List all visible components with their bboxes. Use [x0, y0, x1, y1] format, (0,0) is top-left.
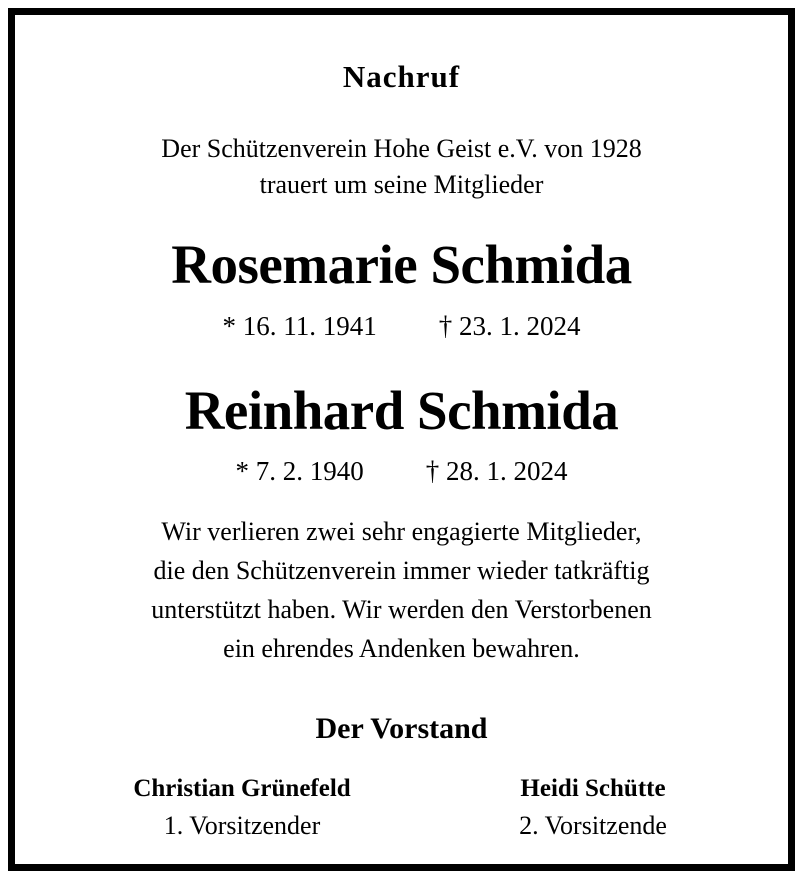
deceased-dates-1	[15, 311, 788, 342]
signatory-role-2: 2. Vorsitzende	[519, 811, 667, 840]
deceased-name-1: Rosemarie Schmida	[171, 234, 632, 295]
signatory-name-1: Christian Grünefeld	[133, 775, 351, 802]
tribute-line-4: ein ehrendes Andenken bewahren.	[223, 634, 580, 663]
deceased-name-2: Reinhard Schmida	[184, 380, 619, 441]
birth-date-2: * 7. 2. 1940	[235, 456, 364, 486]
intro-line-1: Der Schützenverein Hohe Geist e.V. von 1928	[161, 134, 642, 163]
birth-date-1: * 16. 11. 1941	[222, 311, 377, 341]
tribute-line-2: die den Schützenverein immer wieder tatkräftig	[153, 556, 650, 585]
signatory-name-2: Heidi Schütte	[520, 775, 666, 802]
tribute-line-1: Wir verlieren zwei sehr engagierte Mitglieder,	[161, 517, 642, 546]
intro-line-2: trauert um seine Mitglieder	[259, 170, 544, 199]
signatory-role-1: 1. Vorsitzender	[163, 811, 321, 840]
tribute-line-3: unterstützt haben. Wir werden den Verstorbenen	[151, 595, 652, 624]
notice-title: Nachruf	[342, 59, 461, 94]
deceased-dates-2	[15, 456, 788, 487]
obituary-notice	[8, 8, 795, 871]
board-heading: Der Vorstand	[315, 712, 488, 745]
death-date-1: † 23. 1. 2024	[438, 311, 581, 341]
death-date-2: † 28. 1. 2024	[425, 456, 568, 486]
